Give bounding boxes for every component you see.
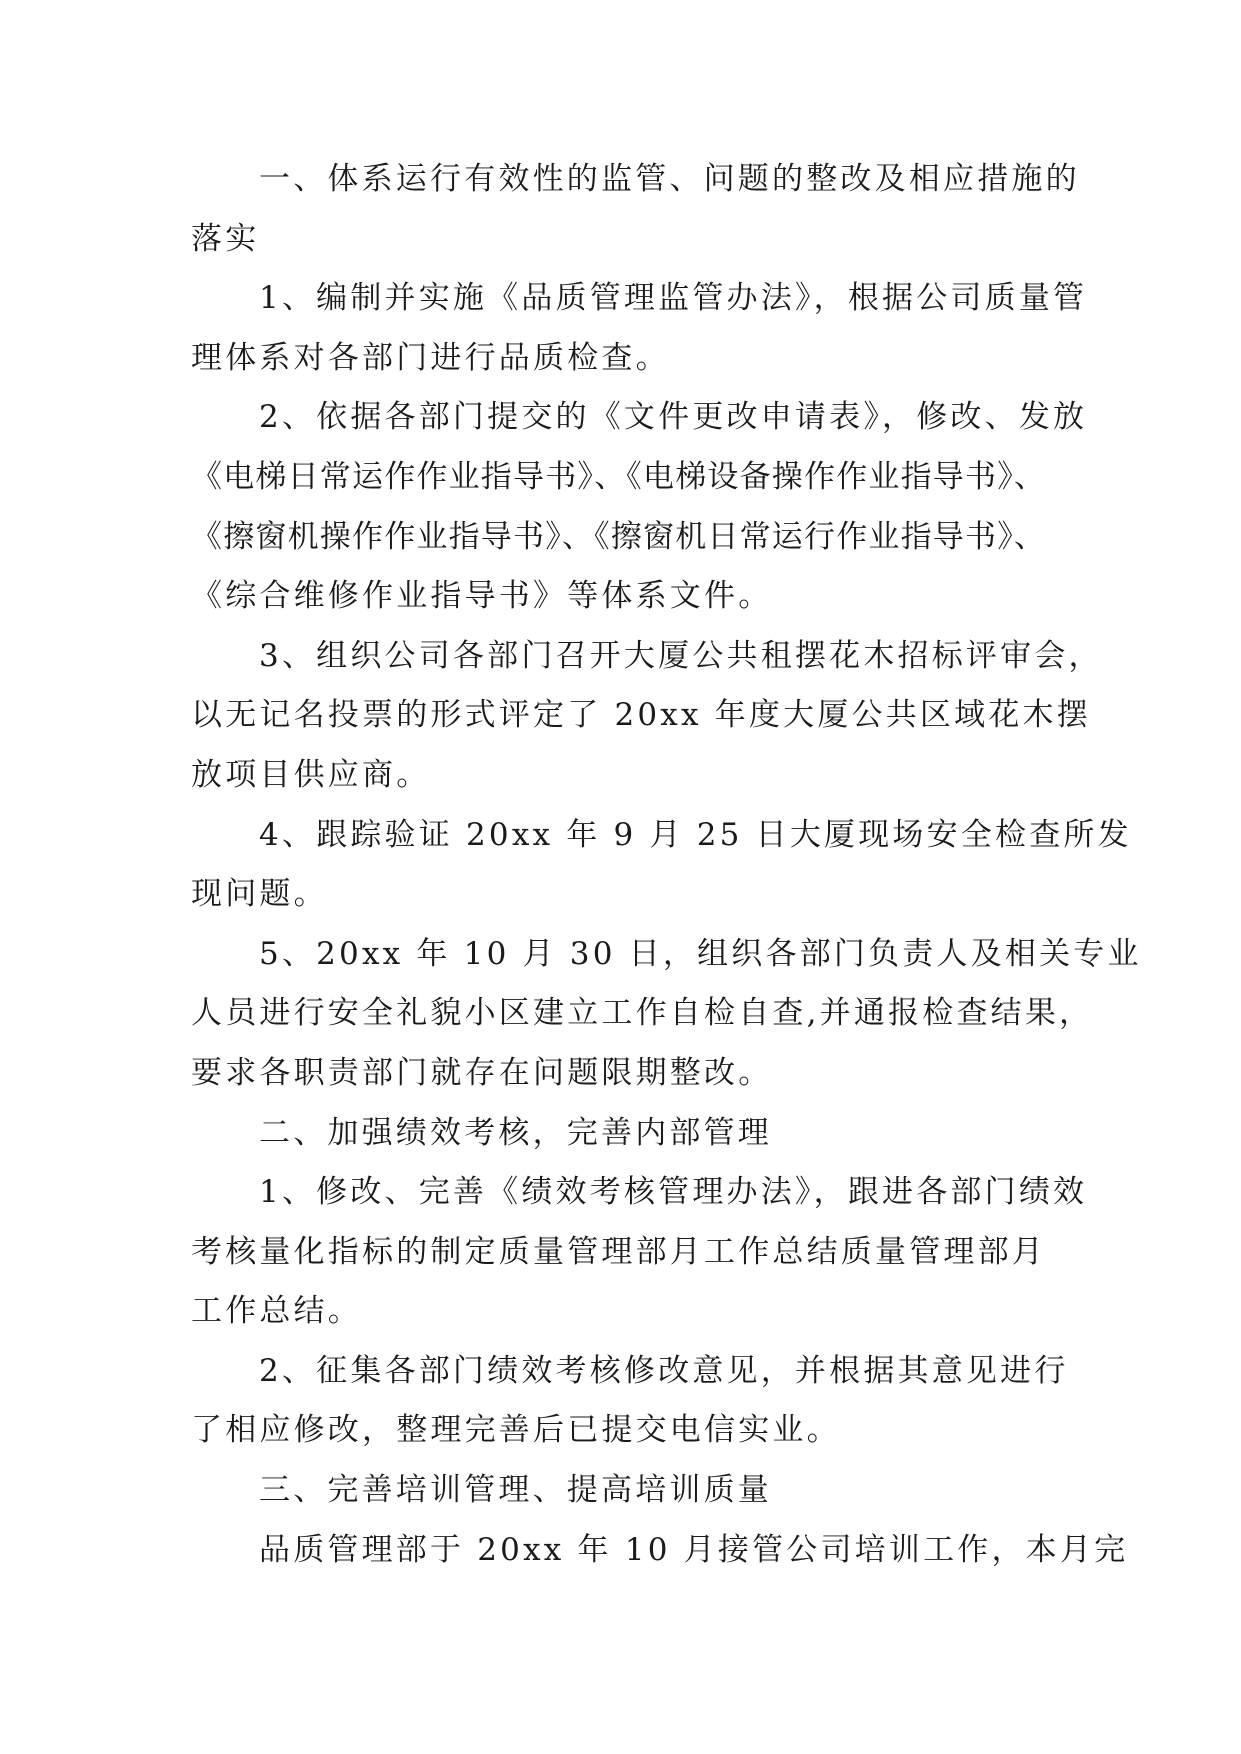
list-item [191,388,1088,626]
text-line: 考核量化指标的制定质量管理部月工作总结质量管理部月 [191,1233,1046,1270]
text-line: 《擦窗机操作作业指导书》、《擦窗机日常运行作业指导书》、 [191,518,1047,555]
text-line: 2、依据各部门提交的《文件更改申请表》，修改、发放 [259,399,1088,436]
text-line: 《综合维修作业指导书》等体系文件。 [191,578,773,615]
text-line: 2、征集各部门绩效考核修改意见，并根据其意见进行 [259,1352,1069,1389]
list-item [191,1163,1088,1342]
text-line: 放项目供应商。 [191,756,431,793]
section-heading [191,1104,1050,1164]
text-line: 5、20xx 年 10 月 30 日，组织各部门负责人及相关专业 [259,935,1142,972]
section-heading [191,1461,1050,1521]
text-line: 以无记名投票的形式评定了 20xx 年度大厦公共区域花木摆 [191,697,1091,734]
text-line: 《电梯日常运作作业指导书》、《电梯设备操作作业指导书》、 [191,458,1047,495]
text-line: 三、完善培训管理、提高培训质量 [259,1472,772,1509]
text-line: 1、编制并实施《品质管理监管办法》，根据公司质量管 [259,280,1088,317]
body-paragraph [191,1521,1129,1581]
list-item [191,806,1132,925]
text-line: 一、体系运行有效性的监管、问题的整改及相应措施的 [259,161,1080,197]
text-line: 落实 [191,220,260,257]
list-item [191,925,1142,1104]
list-item [191,627,1103,806]
text-line: 工作总结。 [191,1293,362,1330]
section-heading [191,150,1080,269]
text-line: 1、修改、完善《绩效考核管理办法》，跟进各部门绩效 [259,1174,1088,1211]
text-line: 品质管理部于 20xx 年 10 月接管公司培训工作，本月完 [259,1531,1129,1568]
text-line: 4、跟踪验证 20xx 年 9 月 25 日大厦现场安全检查所发 [259,816,1132,853]
text-line: 了相应修改，整理完善后已提交电信实业。 [191,1412,841,1449]
list-item [191,269,1088,388]
text-line: 3、组织公司各部门召开大厦公共租摆花木招标评审会， [259,637,1103,674]
text-line: 要求各职责部门就存在问题限期整改。 [191,1054,773,1091]
text-line: 人员进行安全礼貌小区建立工作自检自查,并通报检查结果， [191,995,1094,1032]
document-body [191,150,1142,1580]
list-item [191,1342,1069,1461]
text-line: 理体系对各部门进行品质检查。 [191,339,670,376]
text-line: 现问题。 [191,876,328,913]
text-line: 二、加强绩效考核，完善内部管理 [259,1114,772,1151]
